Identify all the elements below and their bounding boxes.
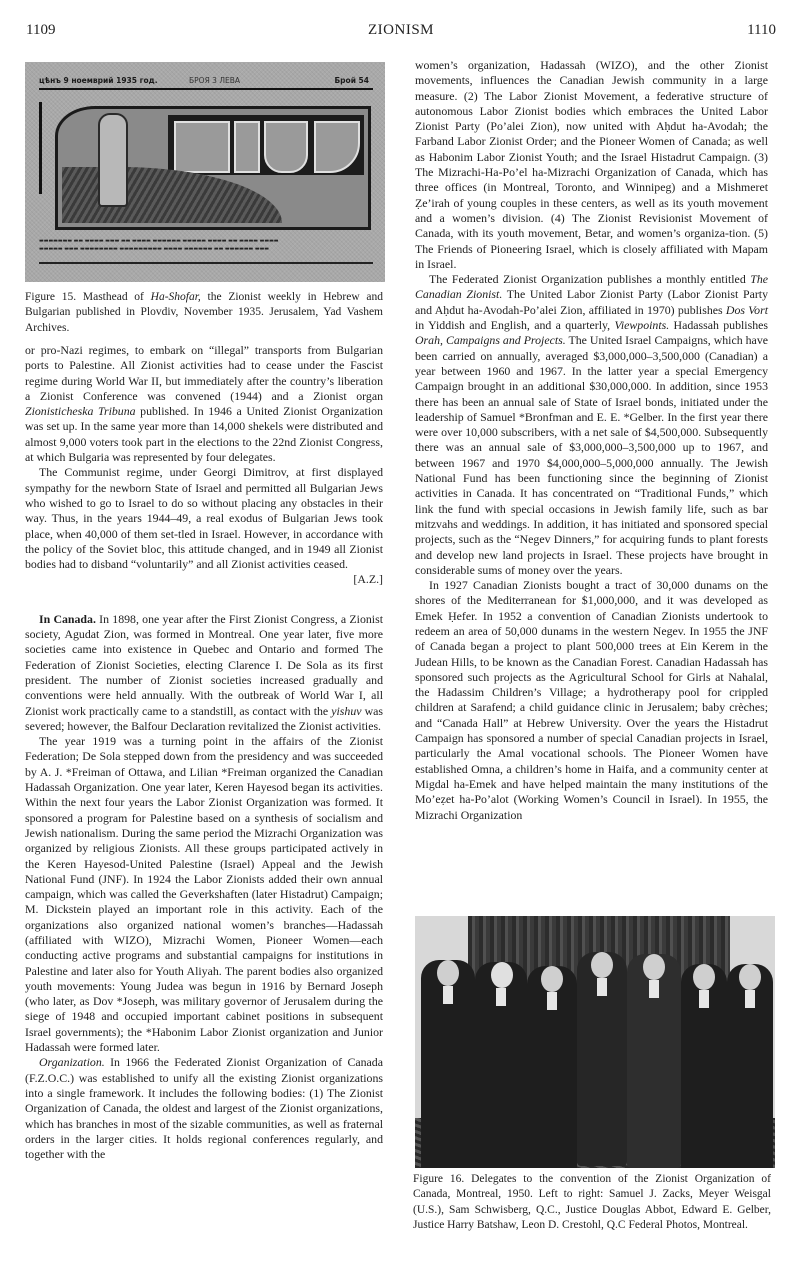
paragraph-text: or pro-Nazi regimes, to embark on “illegal” transports from Bulgarian ports to Palestine. All Zionist activities had to cease under the Fascist regime during World War II, but immediately after the country’s liberation a Zionist Conference was convened (1944) and a Zionist organ [25,343,383,403]
paragraph-organization [25,1055,383,1162]
paragraph-text: published. In 1946 a United Zionist Organization was set up. In the same year more than 14,000 shekels were distributed and almost 9,000 voters took part in the elections to the 22nd Zionist Congress, at which Bulgaria was represented by four delegates. [25,404,383,465]
running-head [0,22,802,44]
section-gap [25,588,383,612]
paragraph-text: Hadassah publishes [669,318,768,333]
hebrew-letter-shape [264,121,308,173]
figure-15-caption [25,290,383,336]
hebrew-letter-shape [234,121,260,173]
running-head-title: ZIONISM [368,22,434,38]
publication-title: Dos Vort [725,302,768,317]
paragraph: women’s organization, Hadassah (WIZO), and the other Zionist movements, influences the Canadian Jewish community in a large measure. (2) The Labor Zionist Movement, a federative structure of autonomous Labor Zionist bodies which embraces the United Labor Zionist Party (Po’alei Zion), now united with Aḥdut ha-Avodah; the Farband Labor Zionist Order; and the Pioneer Women of Canada; as well as Habonim Labor Zionist Youth; and the Israel Histadrut Campaign. (3) The Mizrachi-Ha-Po’el ha-Mizrachi Organization of Canada, which has three offices (in Montreal, Toronto, and Winnipeg) and a Mishmeret Ẓe’irah of young couples in these centers, as well as its youth movement and a women’s division. (4) The Zionist Revisionist Movement of Canada, with its youth movement, Betar, and women’s organiza-tion. (5) The Friends of Pioneering Israel, which is closely affiliated with Mapam in Israel. [415,58,768,271]
publication-title: Viewpoints. [614,318,670,333]
figure-16-caption: Figure 16. Delegates to the convention of the Zionist Organization of Canada, Montreal, 1950. Left to right: Samuel J. Zacks, Meyer Weisgal (U.S.), Sam Schwisberg, Q.C., Justice Douglas Abbot, Edward E. Gelber, Justice Harry Batshaw, Leon D. Crestohl, Q.C Federal Photos, Montreal. [413,1173,771,1231]
masthead-hebrew-title [168,115,364,175]
paragraph-italic: yishuv [331,703,362,718]
person-figure [627,954,681,1168]
figure-15-masthead-image [25,62,385,282]
left-column [25,343,383,1162]
paragraph-text: The United Labor Zionist Party (Labor Zionist Party and Aḥdut ha-Avodah-Po’alei Zion, affiliated in 1970) publishes [415,287,769,317]
masthead-bottom-rule [39,262,373,264]
person-figure [475,962,527,1168]
caption-text: Figure 15. Masthead of [25,291,151,303]
subsection-heading: Organization. [39,1055,105,1070]
paragraph-text: In 1966 the Federated Zionist Organization of Canada (F.Z.O.C.) was established to unify all the existing Zionist organizations into a single framework. It includes the following bodies: (1) The Zionist Organization of Canada, the oldest and largest of the Zionist organizations, which has branches in most of the sizable communities, as well as fraternal orders in the larger cities. It holds regional conferences regularly, and together with the [25,1055,383,1162]
person-figure [681,964,727,1168]
figure-16-delegates-photo [415,916,775,1168]
masthead-issue: Брой 54 [334,76,369,85]
paragraph: The year 1919 was a turning point in the affairs of the Zionist Federation; De Sola stepped down from the presidency and was succeeded by A. J. *Freiman of Ottawa, and Lilian *Freiman organized the Canadian Hadassah Organization. One year later, Keren Hayesod began its activities. Within the next four years the Labor Zionist Organization was formed. It sponsored a program for Palestine based on a synthesis of socialism and Jewish nationalism. During the same period the Mizrachi Organization was organized by religious Zionists. All these groups participated actively in the Keren Hayesod-United Palestine (Israel) Appeal and the Jewish National Fund (JNF). In 1924 the Labor Zionists added their own annual campaign, which was called the Geverkshaften (later Histadrut) Campaign; M. Dickstein played an important role in this activity. Each of the organizations also organized national women’s branches—Hadassah (affiliated with WIZO), Mizrachi Women, Pioneer Women—each conducting active programs and substantial campaigns for institutions in Palestine and later also for Youth Aliyah. The parent bodies also organized youth movements: Young Judea was begun in 1916 by Bernard Joseph (who later, as Dov *Joseph, was military governor of Jerusalem during the siege of 1948 and occupied important cabinet positions in subsequent Israel governments); the *Habonim Labor Zionist organization and Junior Hadassah were formed later. [25,734,383,1055]
paragraph [25,343,383,465]
publication-title: The Canadian Zionist. [415,272,768,302]
paragraph-text: The United Israel Campaigns, which have been carried on annually, averaged $3,000,000–3,500,000 (Canadian) a year between 1960 and 1967. In the latter year a special Emergency Campaign brought in an additional $30,000,000. In addition, since 1953 there has been an annual sale of State of Israel bonds, initiated under the leadership of Samuel *Bronfman and E. E. *Gelber. In the first year there were over 10,000 subscribers, with a net sale of $4,500,000. Subsequently there was an annual sale of $3,000,000–3,500,000 up to 1967, and between 1967 and 1970 $4,000,000–5,000,000 annually. The Jewish National Fund has been functioning since the beginning of Zionist activities in Canada. It has concentrated on “Traditional Funds,” which link the fund with special occasions in Jewish family life, such as bar mitzvahs and weddings. In addition, it has initiated and sponsored special projects, such as the “Negev Dinners,” for acquiring funds to plant forests and develop new land projects in Israel. These projects have brought in considerable sums of money over the years. [415,333,768,577]
person-figure [727,964,773,1168]
section-heading: In Canada. [39,611,96,626]
page-number-left: 1109 [26,22,56,38]
masthead-price: БРОЯ 3 ЛЕВА [189,76,240,85]
page-number-right: 1110 [747,22,776,38]
masthead-title-frame [55,106,371,230]
person-figure [577,952,627,1166]
masthead-shofar-blower-figure [98,113,128,207]
masthead-side-bar [39,102,42,194]
paragraph [415,272,768,578]
caption-text: the Zionist weekly in Hebrew and Bulgarian published in Plovdiv, November 1935. Jerusalem, Yad Vashem Archives. [25,291,383,334]
person-figure [421,960,475,1168]
hebrew-letter-shape [174,121,230,173]
masthead-illustration [62,167,282,223]
publication-title: Orah, Campaigns and Projects. [415,333,566,348]
right-column [415,58,768,823]
masthead-rule [39,88,373,90]
masthead-footer-text: ▬▬▬▬▬▬▬ ▬▬ ▬▬▬▬ ▬▬▬ ▬▬ ▬▬▬▬ ▬▬▬▬▬▬ ▬▬▬▬▬ ▬▬▬▬ ▬▬ ▬▬▬▬ ▬▬▬▬ ▬▬▬▬▬ ▬▬▬ ▬▬▬▬▬▬▬▬ ▬▬▬▬▬▬▬▬▬ ▬▬▬▬ ▬▬▬▬▬▬ ▬▬ ▬▬▬▬▬▬ ▬▬▬ [39,238,279,252]
paragraph-italic: Zionisticheska Tribuna [25,404,136,419]
paragraph-text: in Yiddish and English, and a quarterly, [415,318,615,333]
paragraph: The Communist regime, under Georgi Dimitrov, at first displayed sympathy for the newborn State of Israel and permitted all Bulgarian Jews who wished to go to Israel to do so without placing any obstacles in their way. Thus, in the years 1944–49, a real exodus of Bulgarian Jews took place, when 40,000 of them set-tled in Israel. However, in accordance with the policy of the Soviet bloc, this attitude changed, and in 1949 all Zionist bodies had to disband “voluntarily” and all Zionist activities ceased. [25,465,383,572]
paragraph-text: In 1898, one year after the First Zionist Congress, a Zionist society, Agudat Zion, was formed in Montreal. One year later, five more societies came into existence in Quebec and Ontario and formed The Federation of Zionist Societies, electing Clarence I. De Sola as its first president. The number of Zionist societies increased gradually and conventions were held annually. With the outbreak of World War I, all Zionist work practically came to a standstill, as contact with the [25,611,383,718]
masthead-date: цѣнъ 9 ноемврий 1935 год. [39,76,158,85]
hebrew-letter-shape [314,121,360,173]
paragraph-in-canada [25,612,383,734]
caption-italic-title: Ha-Shofar, [150,291,201,303]
paragraph: In 1927 Canadian Zionists bought a tract of 30,000 dunams on the shores of the Mediterranean for $1,000,000, and it was developed as Emek Ḥefer. In 1952 a convention of Canadian Zionists undertook to redeem an area of 50,000 dunams in the western Negev. In 1955 the JNF of Canada began a project to plant 500,000 trees at Ein Kerem in the Judean Hills, to be known as the Canadian Forest. Canadian Hadassah has sponsored such projects as the Agricultural School for Girls at Nahalal, the Hadassim Children’s Village; a hydrotherapy pool for crippled children at Sarafend; a child guidance clinic in Jerusalem; baby crèches; and “Canada Hall” at Hebrew University. Over the years the Histadrut Campaign has sponsored a number of special Canadian projects in Israel, particularly the Amal vocational schools. The Pioneer Women have established Omna, a children’s home in Haifa, and a community center at Migdal ha-Emek and have helped maintain the many institutions of the Mo’eẓet ha-Po’alot (Working Women’s Council in Israel). In 1955, the Mizrachi Organization [415,578,768,822]
author-signature: [A.Z.] [353,572,383,587]
paragraph-text: The Federated Zionist Organization publishes a monthly entitled [429,272,751,287]
person-figure [527,966,577,1168]
paragraph-text: was severed; however, the Balfour Declaration revitalized the Zionist activities. [25,703,383,733]
